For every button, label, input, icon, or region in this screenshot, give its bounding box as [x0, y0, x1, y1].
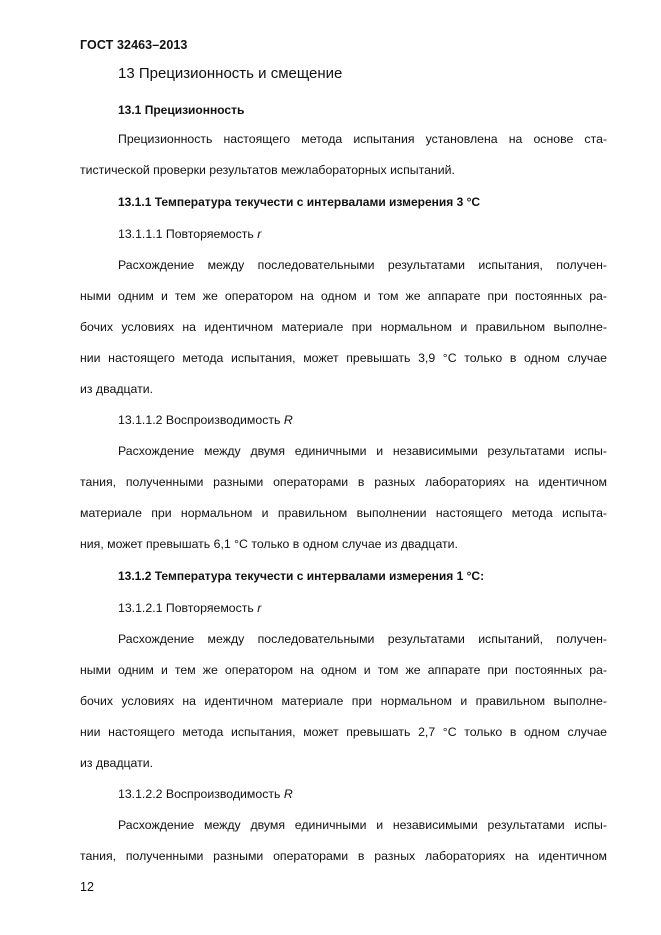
clause-label: 13.1.2.2 Воспроизводимость R	[118, 787, 293, 801]
paragraph-line: тания, полученными разными операторами в разных лабораториях на идентичном	[80, 849, 607, 863]
paragraph-line: нии настоящего метода испытания, может превышать 3,9 °С только в одном случае	[80, 351, 607, 365]
paragraph-line: бочих условиях на идентичном материале при нормальном и правильном выполне-	[80, 694, 607, 708]
paragraph-line: Прецизионность настоящего метода испытания установлена на основе ста-	[118, 132, 607, 146]
symbol-R: R	[283, 413, 293, 427]
section-title: 13 Прецизионность и смещение	[118, 65, 343, 82]
clause-title: 13.1.1 Температура текучести с интервалами измерения 3 °С	[118, 195, 481, 209]
clause-label: 13.1.1.1 Повторяемость r	[118, 227, 262, 241]
paragraph-line: материале при нормальном и правильном выполнении настоящего метода испыта-	[80, 506, 607, 520]
paragraph-line: бочих условиях на идентичном материале при нормальном и правильном выполне-	[80, 320, 607, 334]
page-number: 12	[80, 880, 94, 894]
clause-label: 13.1.1.2 Воспроизводимость R	[118, 413, 293, 427]
paragraph-line: ными одним и тем же оператором на одном и том же аппарате при постоянных ра-	[80, 663, 607, 677]
clause-label: 13.1.2.1 Повторяемость r	[118, 601, 262, 615]
paragraph-line: тания, полученными разными операторами в разных лабораториях на идентичном	[80, 475, 607, 489]
paragraph-line: ния, может превышать 6,1 °С только в одном случае из двадцати.	[80, 537, 458, 551]
symbol-r: r	[257, 227, 262, 241]
symbol-R: R	[283, 787, 293, 801]
paragraph-line: Расхождение между двумя единичными и независимыми результатами испы-	[118, 444, 607, 458]
paragraph-line: из двадцати.	[80, 382, 154, 396]
paragraph-line: Расхождение между последовательными результатами испытания, получен-	[118, 258, 607, 272]
paragraph-line: Расхождение между последовательными результатами испытаний, получен-	[118, 632, 607, 646]
symbol-r: r	[257, 601, 262, 615]
paragraph-line: из двадцати.	[80, 756, 154, 770]
paragraph-line: Расхождение между двумя единичными и независимыми результатами испы-	[118, 818, 607, 832]
paragraph-line: ными одним и тем же оператором на одном и том же аппарате при постоянных ра-	[80, 289, 607, 303]
clause-title: 13.1.2 Температура текучести с интервалами измерения 1 °С:	[118, 569, 485, 583]
subsection-title: 13.1 Прецизионность	[118, 103, 245, 117]
paragraph-line: нии настоящего метода испытания, может превышать 2,7 °С только в одном случае	[80, 725, 607, 739]
standard-code: ГОСТ 32463–2013	[80, 38, 188, 52]
paragraph-line: тистической проверки результатов межлабораторных испытаний.	[80, 163, 455, 177]
